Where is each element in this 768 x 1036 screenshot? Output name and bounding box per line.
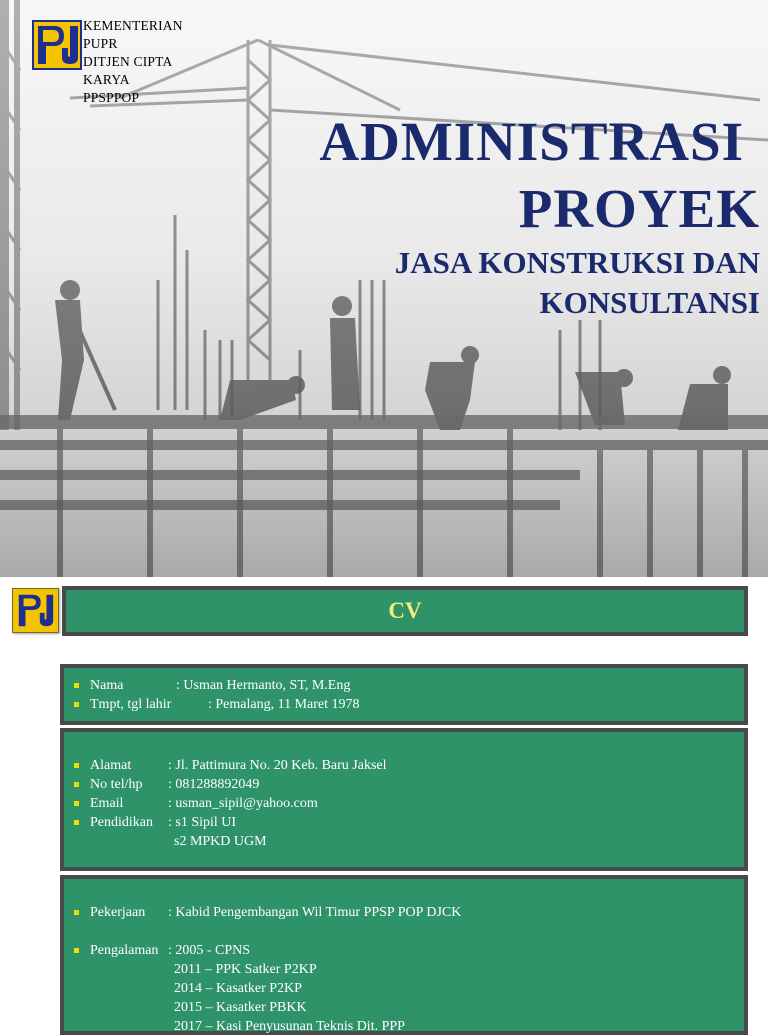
bullet-icon bbox=[74, 782, 79, 787]
list-item-continuation bbox=[70, 832, 744, 851]
bullet-icon bbox=[74, 948, 79, 953]
career-info-box bbox=[60, 875, 748, 1035]
list-item bbox=[70, 813, 744, 832]
list-item bbox=[70, 775, 744, 794]
list-item bbox=[70, 941, 744, 960]
list-item bbox=[70, 756, 744, 775]
pupr-logo bbox=[32, 20, 82, 70]
item-value: : Jl. Pattimura No. 20 Keb. Baru Jaksel bbox=[168, 758, 387, 773]
item-label: Pendidikan bbox=[90, 815, 153, 830]
item-value: s2 MPKD UGM bbox=[174, 834, 267, 849]
item-value: : Kabid Pengembangan Wil Timur PPSP POP DJCK bbox=[168, 905, 462, 920]
personal-info-box bbox=[60, 664, 748, 725]
item-value: 2015 – Kasatker PBKK bbox=[174, 1000, 307, 1015]
cv-title-bar bbox=[62, 586, 748, 636]
item-value: : Pemalang, 11 Maret 1978 bbox=[208, 697, 360, 712]
list-item-continuation bbox=[70, 998, 744, 1017]
contact-info-box bbox=[60, 728, 748, 871]
item-label: Nama bbox=[90, 678, 124, 693]
bullet-icon bbox=[74, 820, 79, 825]
pupr-logo-small bbox=[12, 588, 59, 633]
subtitle-line-2: KONSULTANSI bbox=[539, 285, 760, 320]
bullet-icon bbox=[74, 801, 79, 806]
list-item bbox=[70, 695, 744, 714]
item-label: Alamat bbox=[90, 758, 132, 773]
item-value: : usman_sipil@yahoo.com bbox=[168, 796, 318, 811]
subtitle-line-1: JASA KONSTRUKSI DAN bbox=[394, 245, 760, 280]
item-value: : 2005 - CPNS bbox=[168, 943, 251, 958]
ministry-name bbox=[83, 17, 213, 107]
item-value: 2014 – Kasatker P2KP bbox=[174, 981, 302, 996]
item-label: Pekerjaan bbox=[90, 905, 146, 920]
bullet-icon bbox=[74, 702, 79, 707]
item-label: Pengalaman bbox=[90, 943, 159, 958]
ministry-line: DITJEN CIPTA bbox=[83, 54, 173, 69]
slide-title-line-2: PROYEK bbox=[518, 178, 760, 239]
list-item bbox=[70, 676, 744, 695]
ministry-line: KEMENTERIAN bbox=[83, 18, 183, 33]
item-label: Tmpt, tgl lahir bbox=[90, 697, 172, 712]
item-label: No tel/hp bbox=[90, 777, 143, 792]
list-item-continuation bbox=[70, 960, 744, 979]
slide-title-line-1: ADMINISTRASI bbox=[319, 111, 744, 172]
item-value: : 081288892049 bbox=[168, 777, 260, 792]
item-label: Email bbox=[90, 796, 124, 811]
slide-subtitle bbox=[395, 243, 760, 323]
item-value: 2011 – PPK Satker P2KP bbox=[174, 962, 317, 977]
bullet-icon bbox=[74, 683, 79, 688]
item-value: : Usman Hermanto, ST, M.Eng bbox=[176, 678, 351, 693]
item-value: 2017 – Kasi Penyusunan Teknis Dit. PPP bbox=[174, 1019, 405, 1034]
bullet-icon bbox=[74, 910, 79, 915]
ministry-line: PUPR bbox=[83, 36, 118, 51]
bullet-icon bbox=[74, 763, 79, 768]
ministry-line: KARYA bbox=[83, 72, 130, 87]
ministry-line: PPSPPOP bbox=[83, 90, 140, 105]
list-item bbox=[70, 903, 744, 922]
list-item bbox=[70, 794, 744, 813]
list-item-continuation bbox=[70, 1017, 744, 1036]
list-item-continuation bbox=[70, 979, 744, 998]
item-value: : s1 Sipil UI bbox=[168, 815, 237, 830]
cv-title: CV bbox=[388, 598, 422, 623]
cv-slide bbox=[0, 577, 768, 1034]
